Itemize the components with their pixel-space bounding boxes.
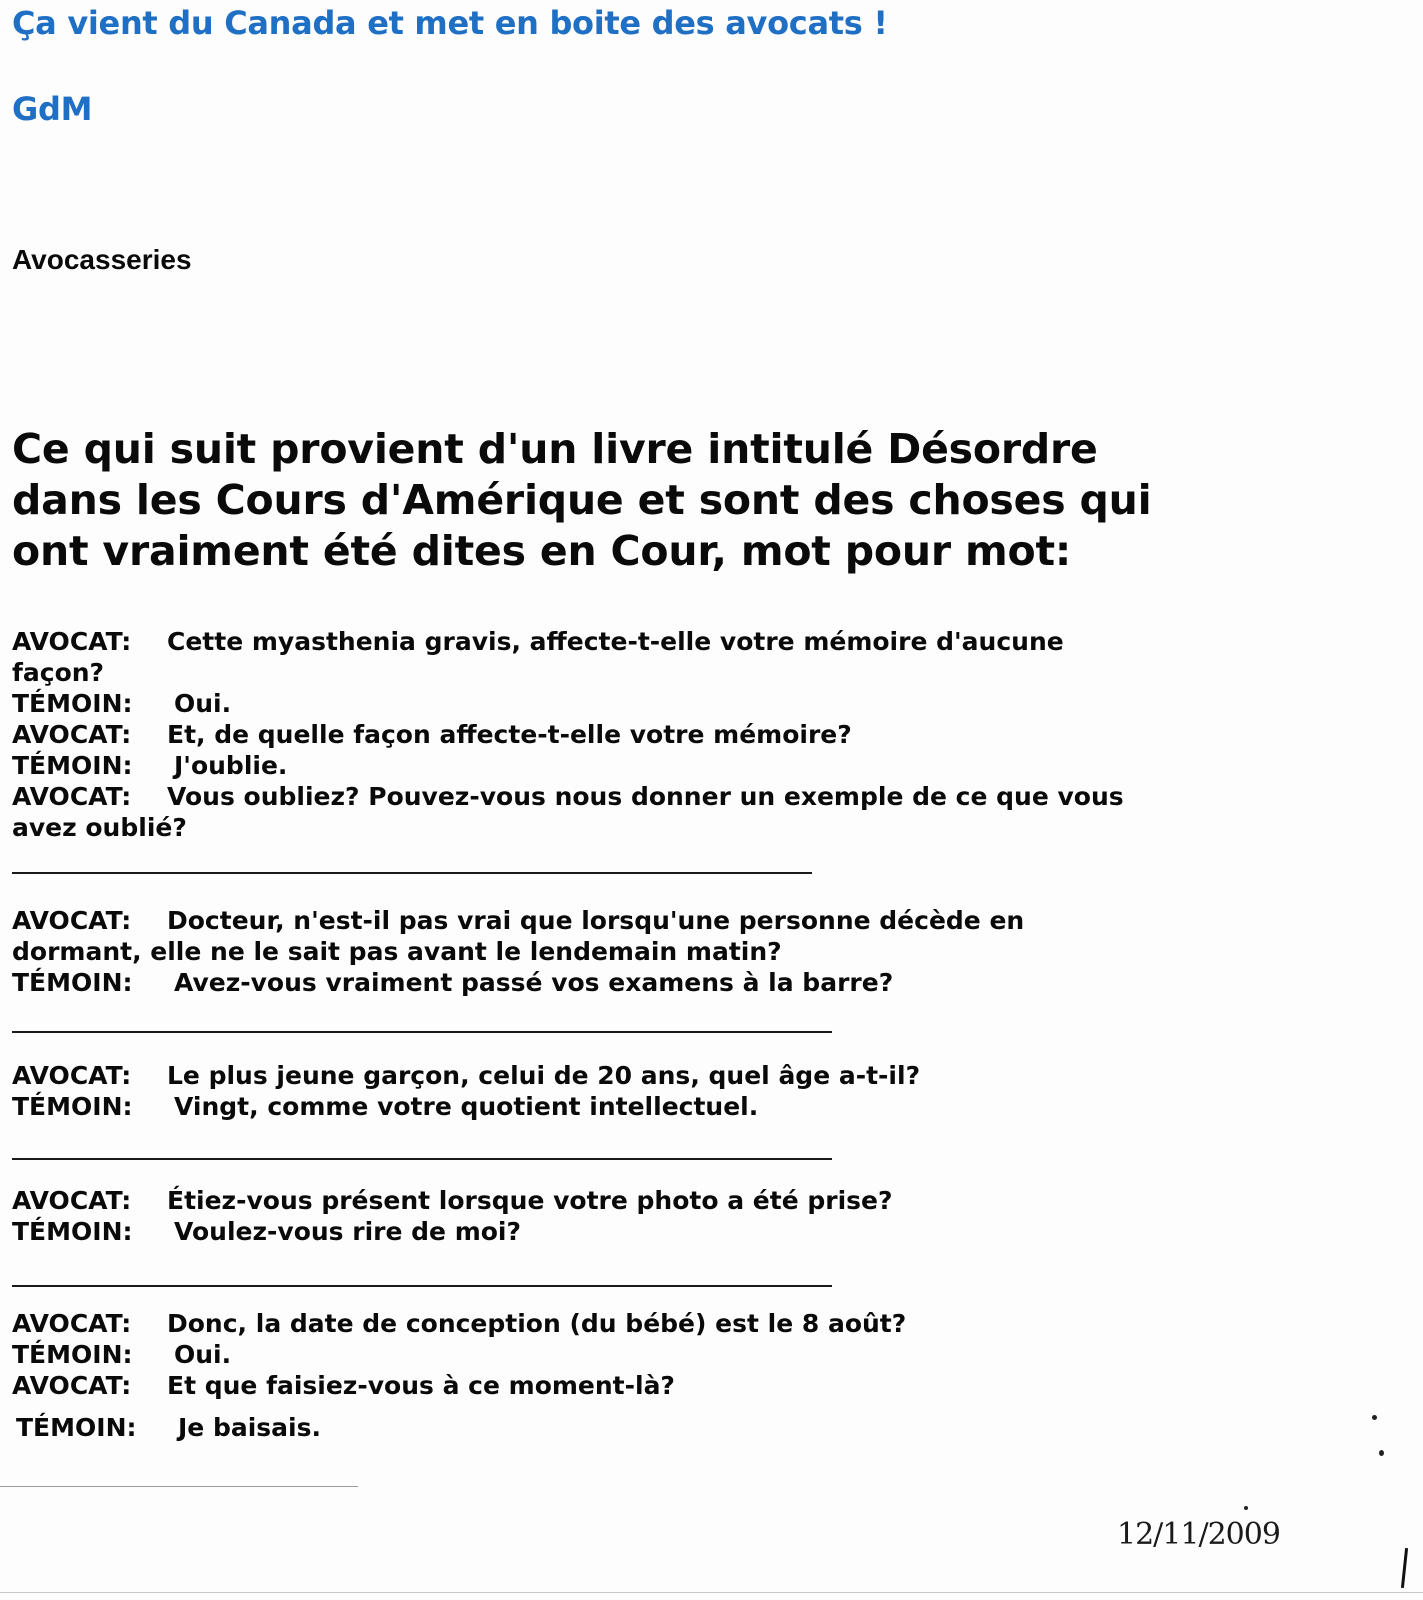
lawyer-question-continued: dormant, elle ne le sait pas avant le lendemain matin? [12,937,782,966]
lawyer-question: Étiez-vous présent lorsque votre photo a été prise? [167,1186,893,1215]
witness-answer: Oui. [174,1340,232,1369]
scan-speck [1244,1506,1248,1510]
separator-line [12,872,812,874]
speaker-witness: TÉMOIN: [12,968,133,997]
dialogue-line [12,1060,920,1091]
header-signature: GdM [12,90,93,128]
separator-line [12,1031,832,1033]
dialogue-line [12,967,893,998]
dialogue-line [12,1091,758,1122]
witness-answer: Voulez-vous rire de moi? [174,1217,521,1246]
speaker-lawyer: AVOCAT: [12,1309,132,1338]
speaker-witness: TÉMOIN: [12,1340,133,1369]
speaker-witness: TÉMOIN: [12,751,133,780]
witness-answer: Avez-vous vraiment passé vos examens à la barre? [174,968,894,997]
lawyer-question: Vous oubliez? Pouvez-vous nous donner un exemple de ce que vous [167,782,1124,811]
dialogue-line [12,719,852,750]
dialogue-line [12,1339,231,1370]
speaker-witness: TÉMOIN: [16,1413,137,1442]
dialogue-line [12,1185,893,1216]
intro-line: Ce qui suit provient d'un livre intitulé Désordre [12,425,1098,473]
witness-answer: Je baisais. [178,1413,321,1442]
speaker-lawyer: AVOCAT: [12,1371,132,1400]
scan-speck [1379,1450,1384,1456]
dialogue-line [12,812,187,843]
witness-answer: J'oublie. [174,751,288,780]
date-stamp: 12/11/2009 [1117,1517,1280,1552]
speaker-lawyer: AVOCAT: [12,906,132,935]
dialogue-line [12,1370,675,1401]
intro-line: dans les Cours d'Amérique et sont des choses qui [12,476,1152,524]
speaker-lawyer: AVOCAT: [12,720,132,749]
subtitle: Avocasseries [12,244,192,275]
pasted-paper-edge [0,1486,358,1487]
dialogue-line [12,1216,521,1247]
scan-speck [1372,1415,1377,1420]
dialogue-line [12,750,287,781]
separator-line [12,1285,832,1287]
lawyer-question: Donc, la date de conception (du bébé) est le 8 août? [167,1309,907,1338]
separator-line [12,1158,832,1160]
lawyer-question: Docteur, n'est-il pas vrai que lorsqu'une personne décède en [167,906,1025,935]
witness-answer: Oui. [174,689,232,718]
lawyer-question: Cette myasthenia gravis, affecte-t-elle votre mémoire d'aucune [167,627,1064,656]
speaker-lawyer: AVOCAT: [12,1186,132,1215]
header-title: Ça vient du Canada et met en boite des avocats ! [12,4,888,42]
dialogue-line [12,1308,906,1339]
intro-paragraph [12,424,1312,577]
lawyer-question: Et que faisiez-vous à ce moment-là? [167,1371,675,1400]
dialogue-line [12,781,1124,812]
speaker-witness: TÉMOIN: [12,1217,133,1246]
lawyer-question-continued: avez oublié? [12,813,187,842]
dialogue-line [12,905,1024,936]
lawyer-question-continued: façon? [12,658,105,687]
speaker-lawyer: AVOCAT: [12,782,132,811]
dialogue-line [12,936,782,967]
intro-line: ont vraiment été dites en Cour, mot pour mot: [12,527,1072,575]
speaker-lawyer: AVOCAT: [12,627,132,656]
speaker-witness: TÉMOIN: [12,1092,133,1121]
lawyer-question: Et, de quelle façon affecte-t-elle votre mémoire? [167,720,852,749]
dialogue-line [16,1412,321,1443]
dialogue-line [12,688,231,719]
dialogue-line [12,657,104,688]
lawyer-question: Le plus jeune garçon, celui de 20 ans, quel âge a-t-il? [167,1061,921,1090]
speaker-lawyer: AVOCAT: [12,1061,132,1090]
scan-corner-mark [1401,1548,1408,1588]
witness-answer: Vingt, comme votre quotient intellectuel. [174,1092,759,1121]
speaker-witness: TÉMOIN: [12,689,133,718]
dialogue-line [12,626,1064,657]
scan-bottom-edge [0,1592,1423,1593]
